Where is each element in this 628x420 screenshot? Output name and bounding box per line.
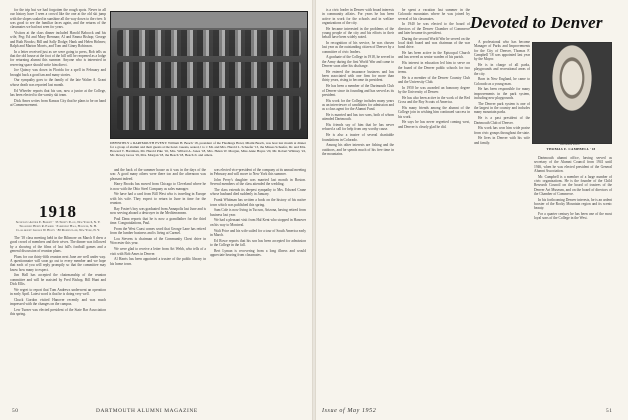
photo-row: [117, 62, 301, 88]
photo-row: [117, 96, 301, 130]
right-column-1-text: is a civic leader in Denver with broad interests in community affairs. For years he has been active in work for the schools and in welfare organizations of the city. He became interested in the problems of the young people of the city and his efforts in their behalf have been widely noted. In recognition of his service, he was chosen last year as the outstanding citizen of Denver by a committee of civic leaders. A graduate of the College in 1918, he served in the Army during the first World War and came to Denver soon after his discharge. He entered the insurance business and has been associated with one firm for more than thirty years, rising to become its president. He has been a member of the Dartmouth Club of Denver since its founding and has served as its president. His work for the College includes many years as an interviewer of candidates for admission and as a class agent for the Alumni Fund. He is married and has two sons, both of whom attended Dartmouth. His friends say of him that he has never refused a call for help from any worthy cause. He is also a trustee of several charitable foundations in Colorado. Among his other interests are fishing and the outdoors, and he spends much of his free time in the mountains.: [322, 8, 394, 156]
section-title: Devoted to Denver: [470, 13, 603, 32]
magazine-name: DARTMOUTH ALUMNI MAGAZINE: [96, 408, 198, 414]
class-treasurer: Treasurer: Henry R. Parker · Parkhurst Hall, Hanover, N. H.: [19, 223, 97, 228]
portrait-photo: [532, 42, 612, 144]
photo-caption: DEFINITELY a DARTMOUTH EVENT: William H. Beach '18, president of the Flushings Hotel, Miami Beach, was host last month at dinner for a group of alumni and their guests at the hotel. Guests, seated, l to r: Mr. and Mrs. Harold L. Schaefer '13, the Misses Schaefer, Dr. and Mrs. Howard T. Harriman, Mr. Harold Pike '16, Mrs. Willard A. Jones '18, Mrs. Helen W. Morgan, Miss Anne Hayes '20, Mr. Robert Whitney '22, Mr. Dewey Gross '19, Mrs. Morgan '18, the Beach '18, Beach Jr. and others.: [110, 141, 306, 157]
right-column-3-text: A professional who has become Manager of Parks and Improvements for the City of Denver, Thomas F. Campbell '18 was appointed last year by the Mayor. He is in charge of all parks, playgrounds and recreational areas of the city. Born in New England, he came to Colorado as a young man. He has been responsible for many improvements in the park system, including new playgrounds. The Denver park system is one of the largest in the country and includes many mountain parks. He is a past president of the Dartmouth Club of Denver. His work has won him wide praise from civic groups throughout the state. He lives in Denver with his wife and family.: [474, 40, 530, 145]
event-photograph: [110, 11, 308, 139]
left-column-3-text: was elected vice-president of the company at its annual meeting in February and will move to New York this summer. John Perry's daughter was married last month in Boston. Several members of the class attended the wedding. The class extends its deepest sympathy to Mrs. Edward Crane whose husband died suddenly in January. Frank Whitman has written a book on the history of his native town which was published this spring. Sam Cole is now living in Tucson, Arizona, having retired from business last year. We had a pleasant visit from Hal Kent who stopped in Hanover on his way to Montreal. Walt Price and his wife sailed for a tour of South America early in March. Ed Rowe reports that his son has been accepted for admission to the College in the fall. Bert Lyman is recovering from a long illness and would appreciate hearing from classmates.: [210, 168, 306, 258]
photo-row: [117, 30, 301, 56]
right-page-number: 51: [606, 408, 613, 414]
class-agent: Class Agent: George W. Hovey · 80 Maiden Lane, New York, N. Y.: [16, 227, 100, 232]
left-page-number: 50: [12, 408, 19, 414]
portrait-caption: THOMAS F. CAMPBELL '18: [546, 147, 596, 151]
left-column-2-text: and the back of the summer house as it was in the days of the war. A good many others were there too and the afternoon was pleasant indeed. Harry Brooks has moved from Chicago to Cleveland where he is now with the Ohio Steel Company as sales manager. We have had a card from Bill West who is traveling in Europe with his wife. They expect to return in June in time for the reunion. Ray Foster's boy was graduated from Annapolis last June and is now serving aboard a destroyer in the Mediterranean. Paul Dana reports that he is now a grandfather for the third time. Congratulations, Paul. From the West Coast comes word that George Lane has retired from the lumber business and is living at Carmel. Lou Stevens is chairman of the Community Chest drive in Worcester this year. We were glad to receive a letter from Art Webb, who tells of a visit with Bob Ames in Denver. Al Harris has been appointed a trustee of the public library in his home town.: [110, 168, 206, 266]
class-secretary: Secretary: Arthur E. Barrett · 33 Trinity Place, New York 6, N. Y.: [15, 220, 101, 224]
portrait-credit: Dartmouth Photo: [560, 143, 580, 146]
right-column-4-text: Dartmouth alumni office, having served as secretary of the Alumni Council from 1941 until 1946, when he was elected president of the General Alumni Association. Mr. Campbell is a member of a large number of civic organizations. He is the founder of the Child Research Council on the board of trustees of the Denver Art Museum, and on the board of directors of the Chamber of Commerce. In his forthcoming Denver interests, he is an ardent booster of the Rocky Mountain region and its scenic beauty. For a quarter century he has been one of the most loyal sons of the College in the West.: [534, 156, 612, 221]
left-column-1-text: for the trip but we had forgotten the rough spots. Never in all our history have I seen a crowd like the one at the old ski jump with the slopes soaked in sunshine all the way down to the river. It was good to see the familiar faces again, and the returns of the classmates we had not seen for years. Visitors at the class dinner included Harold Babcock and his wife, Peg; Ed and Mary Brennan; Al and Emma Bishop; George and Ruth Brooks; Bill and Sally Dodge; Hank and Helen Holmes; Ralph and Marion Morris, and Tom and Ginny Robinson. In a letter received just as we were going to press, Bob tells us that the old house at the foot of the hill will be reopened as a lodge for returning alumni this summer. Anyone who is interested in reserving space should write him direct. Joe Quincy was down in Florida for a spell in February and brought back a good tan and many stories. Our sympathy goes to the family of the late Walter A. Grant whose death was reported last month. Ed Wheeler reports that his son, now a junior at the College, has been elected to the varsity ski team. Dick Ames writes from Kansas City that he plans to be on hand at Commencement.: [10, 8, 106, 107]
right-column-2-text: he spent a vacation last summer in the Colorado mountains where he was joined by several of his classmates. In 1940 he was elected to the board of directors of the Denver Chamber of Commerce and later became its president. During the second World War he served on the local draft board and was chairman of the war bond drive. He has been active in the Episcopal Church and has served as senior warden of his parish. His interest in education led him to serve on the board of the Denver public schools for two terms. He is a member of the Denver Country Club and the University Club. In 1950 he was awarded an honorary degree by the University of Denver. He has also been active in the work of the Red Cross and the Boy Scouts of America. His many friends among the alumni of the College join in wishing him continued success in his work. He says he has never regretted coming west, and Denver is clearly glad he did.: [398, 8, 470, 129]
left-column-1-bottom-text: The '18 class meeting held in the Biltmore on March 8 drew a good crowd of members and their wives. The dinner was followed by a showing of the films of last fall's football games and a general discussion of reunion plans. Plans for our thirty-fifth reunion next June are well under way. A questionnaire will soon go out to every member and we hope that each of you will reply promptly so that the committee may know how many to expect. Jim Hall has accepted the chairmanship of the reunion committee and will be assisted by Fred Bishop, Bill Hunt and Dick Ellis. We regret to report that Tom Andrews underwent an operation in early April. Latest word is that he is doing very well. Chuck Gordon visited Hanover recently and was much impressed with the changes on the campus. Lew Turner was elected president of the State Bar Association this spring.: [10, 236, 106, 317]
photo-ceiling: [111, 12, 307, 28]
class-officers: [8, 221, 108, 232]
issue-date: Issue of May 1952: [322, 408, 377, 414]
class-year-heading: 1918: [39, 202, 77, 221]
